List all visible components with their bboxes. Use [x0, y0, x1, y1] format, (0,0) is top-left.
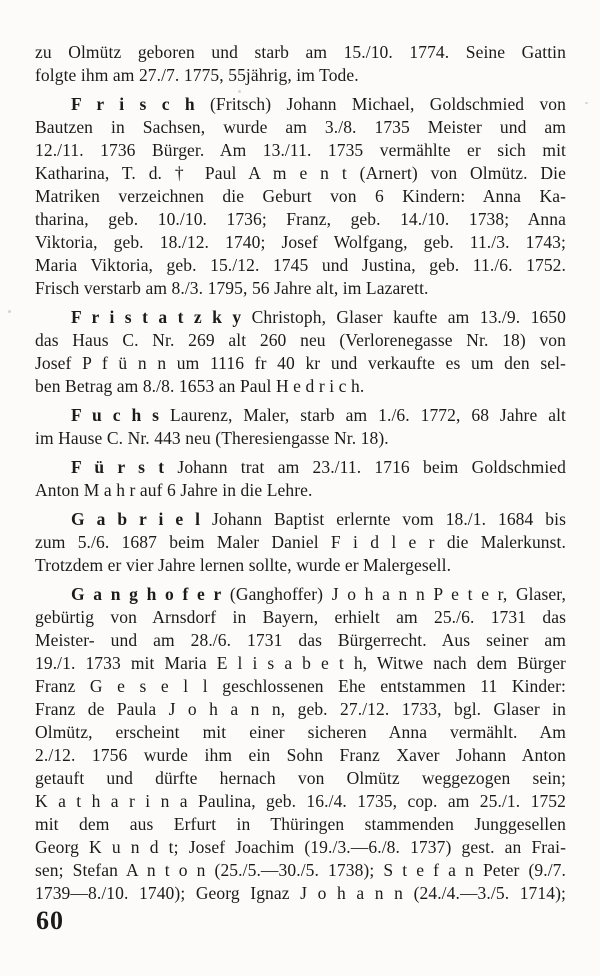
- entry-paragraph: [35, 93, 566, 300]
- entry-headword: F r i s t a t z k y: [71, 307, 242, 327]
- text-line: Matriken verzeichnen die Geburt von 6 Kindern: Anna Ka-: [35, 186, 566, 206]
- text-line: F u c h s Laurenz, Maler, starb am 1./6. 1772, 68 Jahre alt: [71, 405, 567, 425]
- text-line: Frisch verstarb am 8./3. 1795, 56 Jahre alt, im Lazarett.: [35, 278, 429, 298]
- text-line: Georg K u n d t; Josef Joachim (19./3.—6./8. 1737) gest. an Frai-: [35, 837, 566, 857]
- text-line: F r i s c h (Fritsch) Johann Michael, Goldschmied von: [71, 94, 566, 114]
- text-line: Franz G e s e l l geschlossenen Ehe entstammen 11 Kinder:: [35, 676, 566, 696]
- text-line: getauft und dürfte hernach von Olmütz weggezogen sein;: [35, 768, 566, 788]
- entry-headword: F u c h s: [71, 405, 160, 425]
- entry-paragraph: [35, 404, 566, 450]
- text-line: Anton M a h r auf 6 Jahre in die Lehre.: [35, 480, 313, 500]
- page-number: 60: [36, 906, 64, 935]
- entry-paragraph: [35, 508, 566, 577]
- text-line: Trotzdem er vier Jahre lernen sollte, wurde er Malergesell.: [35, 555, 452, 575]
- entry-headword: F ü r s t: [71, 457, 165, 477]
- text-line: Maria Viktoria, geb. 15./12. 1745 und Justina, geb. 11./6. 1752.: [35, 255, 566, 275]
- entry-headword: G a b r i e l: [71, 509, 201, 529]
- text-line: Franz de Paula J o h a n n, geb. 27./12. 1733, bgl. Glaser in: [35, 699, 566, 719]
- scan-speck: [238, 90, 241, 93]
- text-line: Bautzen in Sachsen, wurde am 3./8. 1735 Meister und am: [35, 117, 566, 137]
- entry-headword: F r i s c h: [71, 94, 195, 114]
- text-line: mit dem aus Erfurt in Thüringen stammenden Junggesellen: [35, 814, 566, 834]
- text-line: G a b r i e l Johann Baptist erlernte vom 18./1. 1684 bis: [71, 509, 566, 529]
- text-line: K a t h a r i n a Paulina, geb. 16./4. 1735, cop. am 25./1. 1752: [35, 791, 566, 811]
- text-line: gebürtig von Arnsdorf in Bayern, erhielt am 25./6. 1731 das: [35, 607, 566, 627]
- text-line: zum 5./6. 1687 beim Maler Daniel F i d l e r die Malerkunst.: [35, 532, 566, 552]
- entry-headword: G a n g h o f e r: [71, 584, 222, 604]
- entry-paragraph: [35, 583, 566, 905]
- text-line: sen; Stefan A n t o n (25./5.—30./5. 1738); S t e f a n Peter (9./7.: [35, 860, 566, 880]
- text-line: zu Olmütz geboren und starb am 15./10. 1774. Seine Gattin: [35, 42, 566, 62]
- text-block: [35, 41, 566, 905]
- entry-paragraph: [35, 306, 566, 398]
- text-line: folgte ihm am 27./7. 1775, 55jährig, im Tode.: [35, 65, 359, 85]
- scan-speck: [585, 102, 588, 104]
- text-line: F r i s t a t z k y Christoph, Glaser kaufte am 13./9. 1650: [71, 307, 566, 327]
- text-line: Meister- und am 28./6. 1731 das Bürgerrecht. Aus seiner am: [35, 630, 566, 650]
- text-line: ben Betrag am 8./8. 1653 an Paul H e d r i c h.: [35, 376, 365, 396]
- text-line: 19./1. 1733 mit Maria E l i s a b e t h, Witwe nach dem Bürger: [35, 653, 566, 673]
- text-line: Olmütz, erscheint mit einer sicheren Anna vermählt. Am: [35, 722, 566, 742]
- text-line: 2./12. 1756 wurde ihm ein Sohn Franz Xaver Johann Anton: [35, 745, 566, 765]
- text-line: Viktoria, geb. 18./12. 1740; Josef Wolfgang, geb. 11./3. 1743;: [35, 232, 566, 252]
- text-line: 1739—8./10. 1740); Georg Ignaz J o h a n n (24./4.—3./5. 1714);: [35, 883, 566, 903]
- text-line: das Haus C. Nr. 269 alt 260 neu (Verlorenegasse Nr. 18) von: [35, 330, 566, 350]
- text-line: im Hause C. Nr. 443 neu (Theresiengasse Nr. 18).: [35, 428, 389, 448]
- entry-paragraph: [35, 456, 566, 502]
- entry-paragraph: [35, 41, 566, 87]
- text-line: 12./11. 1736 Bürger. Am 13./11. 1735 vermählte er sich mit: [35, 140, 566, 160]
- text-line: Katharina, T. d. † Paul A m e n t (Arnert) von Olmütz. Die: [35, 163, 566, 183]
- text-line: Josef P f ü n n um 1116 fr 40 kr und verkaufte es um den sel-: [35, 353, 566, 373]
- text-line: F ü r s t Johann trat am 23./11. 1716 beim Goldschmied: [71, 457, 566, 477]
- text-line: tharina, geb. 10./10. 1736; Franz, geb. 14./10. 1738; Anna: [35, 209, 566, 229]
- scan-speck: [8, 310, 11, 313]
- text-line: G a n g h o f e r (Ganghoffer) J o h a n n P e t e r, Glaser,: [71, 584, 566, 604]
